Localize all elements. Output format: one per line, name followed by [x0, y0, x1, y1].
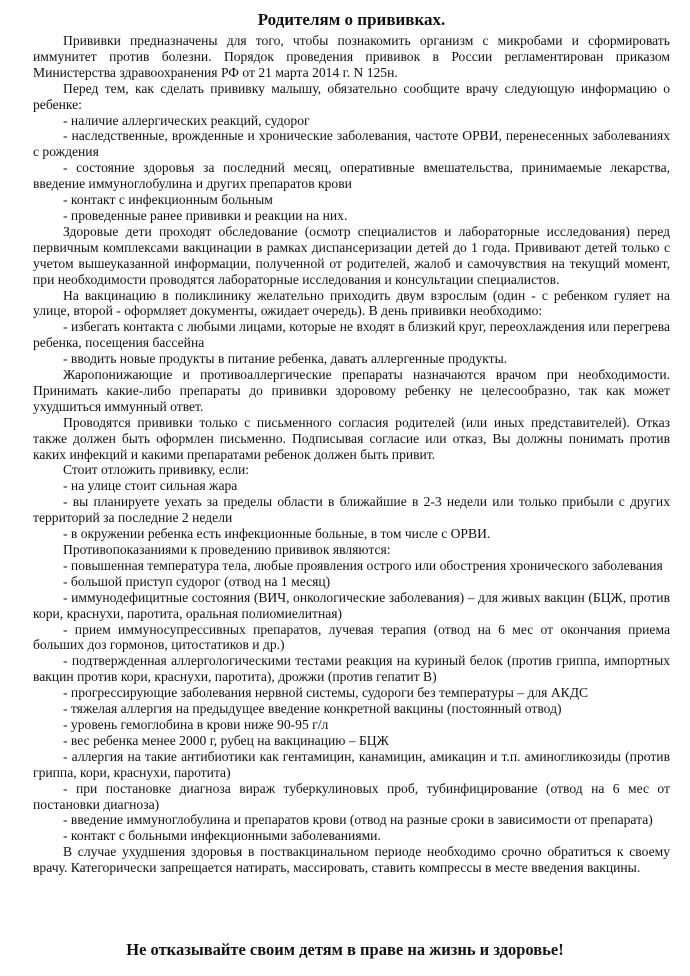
list-item: - проведенные ранее прививки и реакции на них. [63, 207, 348, 223]
list-item: - аллергия на такие антибиотики как гентамицин, канамицин, амикацин и т.п. аминогликозиды (против гриппа, кори, краснухи, паротита) [33, 748, 670, 780]
paragraph: Прививки предназначены для того, чтобы познакомить организм с микробами и сформировать иммунитет против болезни. Порядок проведения прививок в России регламентирован приказом Министерства здравоохранения РФ от 21 марта 2014 г. N 125н. [33, 33, 670, 80]
list-item: - большой приступ судорог (отвод на 1 месяц) [63, 573, 331, 589]
paragraph: Здоровые дети проходят обследование (осмотр специалистов и лабораторные исследования) перед первичным комплексами вакцинации в рамках диспансеризации детей до 1 года. Прививают детей только с учетом вышеуказанной информации, полученной от родителей, жалоб и самочувствия на текущий момент, при необходимости проводятся лабораторные исследования и консультации специалистов. [33, 223, 670, 287]
list-item: - в окружении ребенка есть инфекционные больные, в том числе с ОРВИ. [63, 526, 491, 542]
list-item: - повышенная температура тела, любые проявления острого или обострения хронического заболевания [63, 557, 663, 573]
list-item: - контакт с больными инфекционными заболеваниями. [63, 828, 381, 844]
list-item: - вводить новые продукты в питание ребенка, давать аллергенные продукты. [63, 351, 508, 367]
paragraph: Жаропонижающие и противоаллергические препараты назначаются врачом при необходимости. Принимать какие-либо препараты до прививки здоровому ребенку не целесообразно, так как может ухудшиться иммунный ответ. [33, 367, 670, 414]
document-title: Родителям о прививках. [257, 10, 446, 29]
list-item: - наследственные, врожденные и хронические заболевания, частоте ОРВИ, перенесенных заболеваниях с рождения [33, 128, 670, 160]
list-item: - введение иммуноглобулина и препаратов крови (отвод на разные сроки в зависимости от препарата) [63, 812, 653, 828]
list-item: - иммунодефицитные состояния (ВИЧ, онкологические заболевания) – для живых вакцин (БЦЖ, против кори, краснухи, паротита, оральная полиомиелитная) [33, 589, 670, 621]
list-item: - на улице стоит сильная жара [63, 478, 238, 494]
document-body [33, 33, 670, 876]
paragraph: Проводятся прививки только с письменного согласия родителей (или иных представителей). Отказ также должен быть оформлен письменно. Подписывая согласие или отказ, Вы должны понимать против каких инфекций и какими препаратами ребенок должен быть привит. [33, 414, 670, 462]
paragraph: Стоит отложить прививку, если: [63, 462, 250, 478]
list-item: - наличие аллергических реакций, судорог [63, 112, 310, 128]
paragraph: Перед тем, как сделать прививку малышу, обязательно сообщите врачу следующую информацию о ребенке: [33, 80, 670, 112]
list-item: - прогрессирующие заболевания нервной системы, судороги без температуры – для АКДС [63, 685, 589, 701]
paragraph: В случае ухудшения здоровья в поствакцинальном периоде необходимо срочно обратиться к своему врачу. Категорически запрещается натирать, массировать, ставить компрессы в месте введения вакцины. [33, 844, 670, 876]
paragraph: Противопоказаниями к проведению прививок являются: [63, 542, 391, 557]
closing-slogan: Не отказывайте своим детям в праве на жизнь и здоровье! [126, 940, 564, 959]
list-item: - тяжелая аллергия на предыдущее введение конкретной вакцины (постоянный отвод) [63, 701, 562, 717]
list-item: - контакт с инфекционным больным [63, 192, 273, 208]
list-item: - прием иммуносупрессивных препаратов, лучевая терапия (отвод на 6 мес от окончания приема больших доз гормонов, цитостатиков и др.) [33, 621, 670, 653]
paragraph: На вакцинацию в поликлинику желательно приходить двум взрослым (один - с ребенком гуляет на улице, второй - оформляет документы, ожидает очередь). В день прививки необходимо: [33, 287, 670, 319]
list-item: - уровень гемоглобина в крови ниже 90-95 г/л [63, 716, 329, 732]
list-item: - вы планируете уехать за пределы области в ближайшие в 2-3 недели или только прибыли с других территорий за последние 2 недели [33, 494, 670, 526]
list-item: - состояние здоровья за последний месяц, оперативные вмешательства, принимаемые лекарства, введение иммуноглобулина и других препаратов крови [33, 160, 670, 192]
list-item: - избегать контакта с любыми лицами, которые не входят в близкий круг, переохлаждения или перегрева ребенка, посещения бассейна [33, 319, 670, 351]
list-item: - при постановке диагноза вираж туберкулиновых проб, тубинфицирование (отвод на 6 мес от постановки диагноза) [33, 780, 670, 812]
list-item: - вес ребенка менее 2000 г, рубец на вакцинацию – БЦЖ [63, 732, 389, 748]
list-item: - подтвержденная аллергологическими тестами реакция на куриный белок (против гриппа, импортных вакцин против кори, краснухи, паротита), дрожжи (против гепатит В) [33, 653, 670, 685]
